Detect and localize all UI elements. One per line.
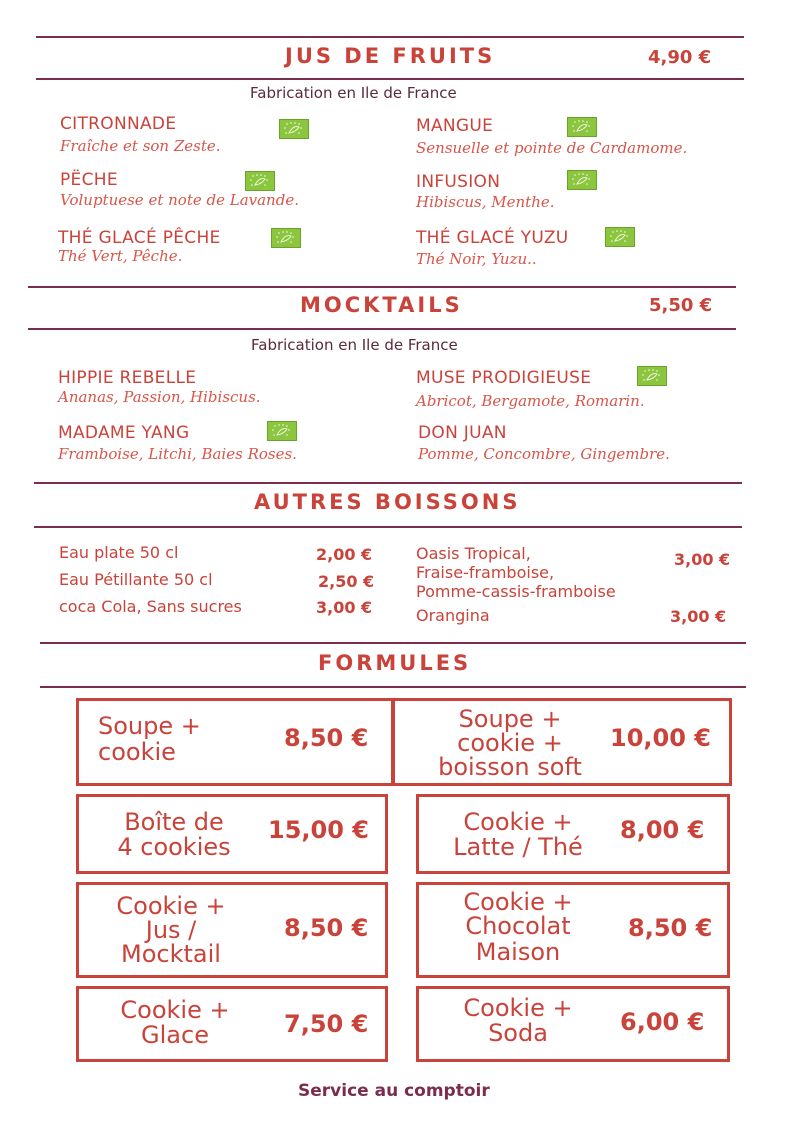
menu-item-desc: Thé Vert, Pêche.	[58, 247, 183, 265]
formule-label-line: cookie +	[457, 729, 563, 757]
drink-name: Orangina	[416, 606, 490, 625]
eu-organic-leaf-icon	[637, 366, 667, 386]
formule-label-line: Latte / Thé	[453, 833, 583, 861]
formule-label-line: Jus /	[145, 916, 197, 944]
formule-price: 8,50 €	[284, 724, 369, 752]
formule-label-line: Soda	[488, 1019, 548, 1047]
section-subtitle-mocktails: Fabrication en Ile de France	[251, 336, 458, 354]
drink-price: 3,00 €	[670, 607, 727, 626]
menu-item-desc: Abricot, Bergamote, Romarin.	[416, 392, 645, 410]
eu-organic-leaf-icon	[567, 170, 597, 190]
section-subtitle-jus: Fabrication en Ile de France	[250, 84, 457, 102]
drink-name-line: Fraise-framboise,	[416, 563, 555, 582]
drink-name-line: Oasis Tropical,	[416, 544, 531, 563]
section-title-autres: AUTRES BOISSONS	[254, 490, 521, 514]
divider	[40, 686, 746, 688]
drink-name: Eau Pétillante 50 cl	[59, 570, 213, 589]
menu-item-name: MANGUE	[416, 116, 494, 136]
formule-label-line: Cookie +	[463, 994, 573, 1022]
formule-label-line: Maison	[475, 938, 561, 966]
divider	[28, 286, 736, 288]
formule-label-line: Mocktail	[121, 940, 221, 968]
menu-item-desc: Thé Noir, Yuzu..	[416, 250, 537, 268]
section-price-jus: 4,90 €	[648, 47, 712, 68]
menu-item-desc: Hibiscus, Menthe.	[416, 193, 555, 211]
formule-price: 6,00 €	[620, 1008, 705, 1036]
menu-item-desc: Ananas, Passion, Hibiscus.	[58, 388, 261, 406]
divider	[34, 526, 742, 528]
eu-organic-leaf-icon	[271, 228, 301, 248]
drink-price: 3,00 €	[674, 550, 731, 569]
formule-label-line: Soupe +	[458, 705, 562, 733]
formule-price: 8,50 €	[284, 914, 369, 942]
eu-organic-leaf-icon	[245, 171, 275, 191]
formule-label-line: cookie	[98, 738, 176, 766]
menu-item-desc: Voluptuese et note de Lavande.	[60, 191, 299, 209]
menu-item-desc: Pomme, Concombre, Gingembre.	[418, 445, 670, 463]
formule-label-line: boisson soft	[438, 753, 582, 781]
section-title-jus: JUS DE FRUITS	[285, 44, 496, 68]
drink-name: Eau plate 50 cl	[59, 543, 179, 562]
menu-item-desc: Sensuelle et pointe de Cardamome.	[416, 139, 688, 157]
section-title-formules: FORMULES	[318, 651, 472, 675]
menu-item-name: INFUSION	[416, 172, 501, 192]
drink-price: 2,00 €	[316, 545, 373, 564]
drink-price: 3,00 €	[316, 598, 373, 617]
menu-item-name: THÉ GLACÉ YUZU	[416, 228, 569, 248]
formule-label-line: Cookie +	[116, 892, 226, 920]
formule-label-line: Soupe +	[98, 712, 201, 740]
menu-item-name: MADAME YANG	[58, 423, 190, 443]
formule-price: 8,50 €	[628, 914, 713, 942]
eu-organic-leaf-icon	[567, 117, 597, 137]
drink-name: coca Cola, Sans sucres	[59, 597, 242, 616]
divider	[40, 642, 746, 644]
eu-organic-leaf-icon	[279, 119, 309, 139]
formule-label-line: Cookie +	[463, 808, 573, 836]
eu-organic-leaf-icon	[267, 421, 297, 441]
formule-label-line: Chocolat	[465, 912, 571, 940]
eu-organic-leaf-icon	[605, 227, 635, 247]
menu-item-name: MUSE PRODIGIEUSE	[416, 368, 592, 388]
section-title-mocktails: MOCKTAILS	[300, 293, 463, 317]
divider	[28, 328, 736, 330]
formule-price: 15,00 €	[268, 816, 369, 844]
menu-item-name: PËCHE	[60, 170, 118, 190]
divider	[36, 36, 744, 38]
footer-note: Service au comptoir	[298, 1081, 490, 1101]
drink-price: 2,50 €	[318, 572, 375, 591]
formule-label-line: Glace	[141, 1021, 209, 1049]
menu-item-name: CITRONNADE	[60, 114, 177, 134]
formule-price: 8,00 €	[620, 816, 705, 844]
menu-item-desc: Framboise, Litchi, Baies Roses.	[58, 445, 297, 463]
divider	[34, 482, 742, 484]
menu-item-desc: Fraîche et son Zeste.	[60, 137, 221, 155]
formule-price: 10,00 €	[610, 724, 711, 752]
menu-item-name: DON JUAN	[418, 423, 507, 443]
drink-name-line: Pomme-cassis-framboise	[416, 582, 616, 601]
formule-label-line: 4 cookies	[117, 833, 231, 861]
divider	[36, 78, 744, 80]
formule-label-line: Cookie +	[463, 888, 573, 916]
section-price-mocktails: 5,50 €	[649, 295, 713, 316]
formule-label-line: Cookie +	[120, 996, 230, 1024]
menu-item-name: HIPPIE REBELLE	[58, 368, 197, 388]
formule-label-line: Boîte de	[124, 808, 224, 836]
formule-price: 7,50 €	[284, 1010, 369, 1038]
menu-item-name: THÉ GLACÉ PÊCHE	[58, 228, 221, 248]
